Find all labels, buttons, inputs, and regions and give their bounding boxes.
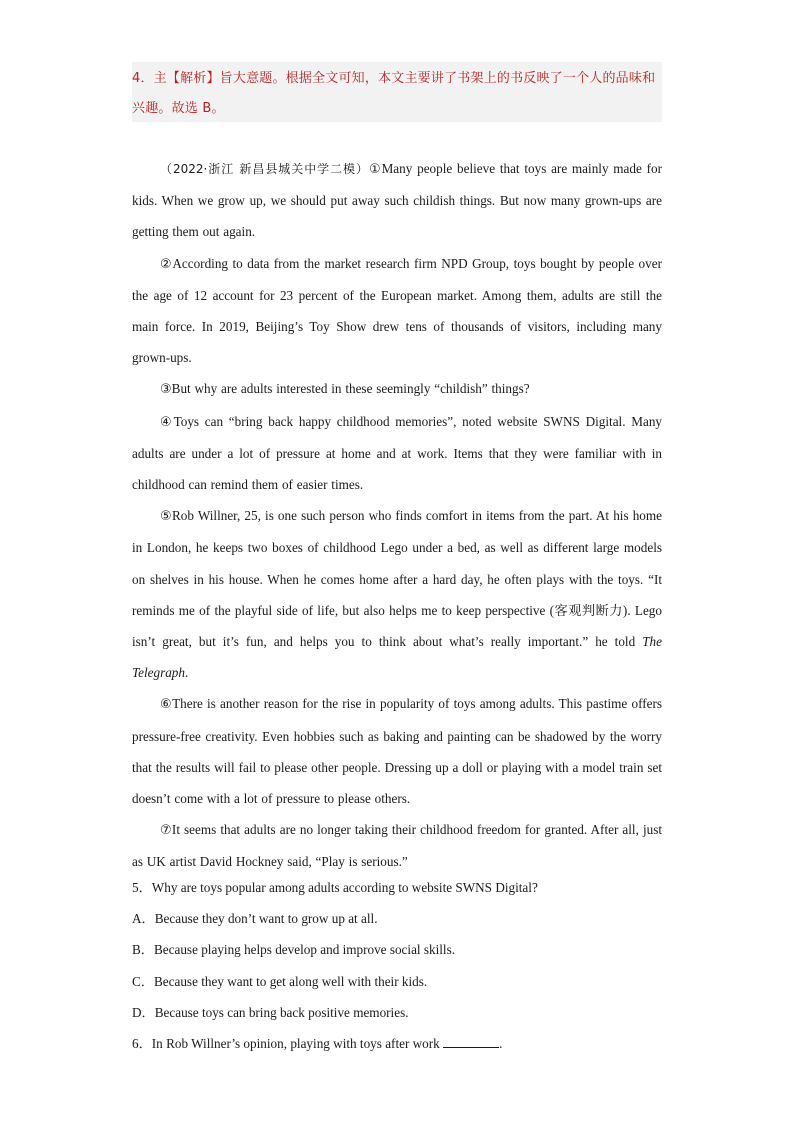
passage-source: （2022·浙江 新昌县城关中学二模） — [160, 162, 369, 176]
question-5-option-c: C．Because they want to get along well with their kids. — [132, 973, 428, 989]
paragraph-7 — [132, 814, 662, 877]
question-5-option-a: A．Because they don’t want to grow up at all. — [132, 911, 378, 927]
question-5-stem: 5．Why are toys popular among adults according to website SWNS Digital? — [132, 880, 538, 895]
paragraph-number: ① — [368, 162, 382, 177]
paragraph-number: ② — [160, 256, 173, 272]
paragraph-3 — [132, 373, 662, 405]
paragraph-text: There is another reason for the rise in popularity of toys among adults. This pastime offers pressure-free creativity. Even hobbies such as baking and painting can be shadowed by the worry that the results will fail to please other people. Dressing up a doll or playing with a model train set doesn’t come with a lot of pressure to please others. — [132, 696, 662, 807]
question-list — [132, 872, 662, 1059]
question-6-stem: 6．In Rob Willner’s opinion, playing with toys after work — [132, 1036, 444, 1052]
paragraph-text: According to data from the market research firm NPD Group, toys bought by people over the age of 12 account for 23 percent of the European market. Among them, adults are still the main force. In 2019, Beijing’s Toy Show drew tens of thousands of visitors, including many grown-ups. — [132, 255, 662, 366]
answer-explanation-text: 4．主【解析】旨大意题。根据全文可知，本文主要讲了书架上的书反映了一个人的品味和兴趣。故选 B。 — [132, 71, 656, 116]
paragraph-number: ③ — [160, 382, 172, 398]
paragraph-1 — [132, 153, 662, 248]
question-5-option-b: B．Because playing helps develop and improve social skills. — [132, 942, 456, 958]
question-6-end: . — [499, 1036, 503, 1052]
paragraph-text: Toys can “bring back happy childhood memories”, noted website SWNS Digital. Many adults are under a lot of pressure at home and at work. Items that they were familiar with in childhood can remind them of easier times. — [132, 413, 663, 493]
paragraph-4 — [132, 406, 662, 501]
answer-explanation-box — [132, 62, 662, 122]
paragraph-number: ⑤ — [160, 509, 172, 525]
reading-passage — [132, 153, 662, 878]
paragraph-number: ⑦ — [160, 823, 172, 839]
question-5-option-d: D．Because toys can bring back positive memories. — [132, 1004, 409, 1020]
paragraph-text: It seems that adults are no longer taking their childhood freedom for granted. After all, just as UK artist David Hockney said, “Play is serious.” — [132, 822, 663, 870]
paragraph-end: . — [185, 665, 189, 681]
paragraph-2 — [132, 248, 662, 374]
paragraph-text: Many people believe that toys are mainly made for kids. When we grow up, we should put away such childish things. But now many grown-ups are getting them out again. — [132, 161, 662, 240]
paragraph-number: ④ — [160, 414, 174, 430]
paragraph-5 — [132, 500, 662, 688]
paragraph-text: Rob Willner, 25, is one such person who finds comfort in items from the part. At his home in London, he keeps two boxes of childhood Lego under a bed, as well as different large models on shelves in his house. When he comes home after a hard day, he often plays with the toys. “It reminds me of the playful side of life, but also helps me to keep perspective (客观判断力). Lego isn’t great, but it’s fun, and helps you to think about what’s really important.” he told — [132, 508, 662, 650]
paragraph-text: But why are adults interested in these seemingly “childish” things? — [171, 381, 530, 397]
newspaper-title: The Telegraph — [132, 634, 662, 681]
paragraph-6 — [132, 688, 662, 814]
answer-blank — [443, 1035, 499, 1048]
question-6 — [132, 1028, 662, 1059]
paragraph-number: ⑥ — [160, 697, 173, 713]
